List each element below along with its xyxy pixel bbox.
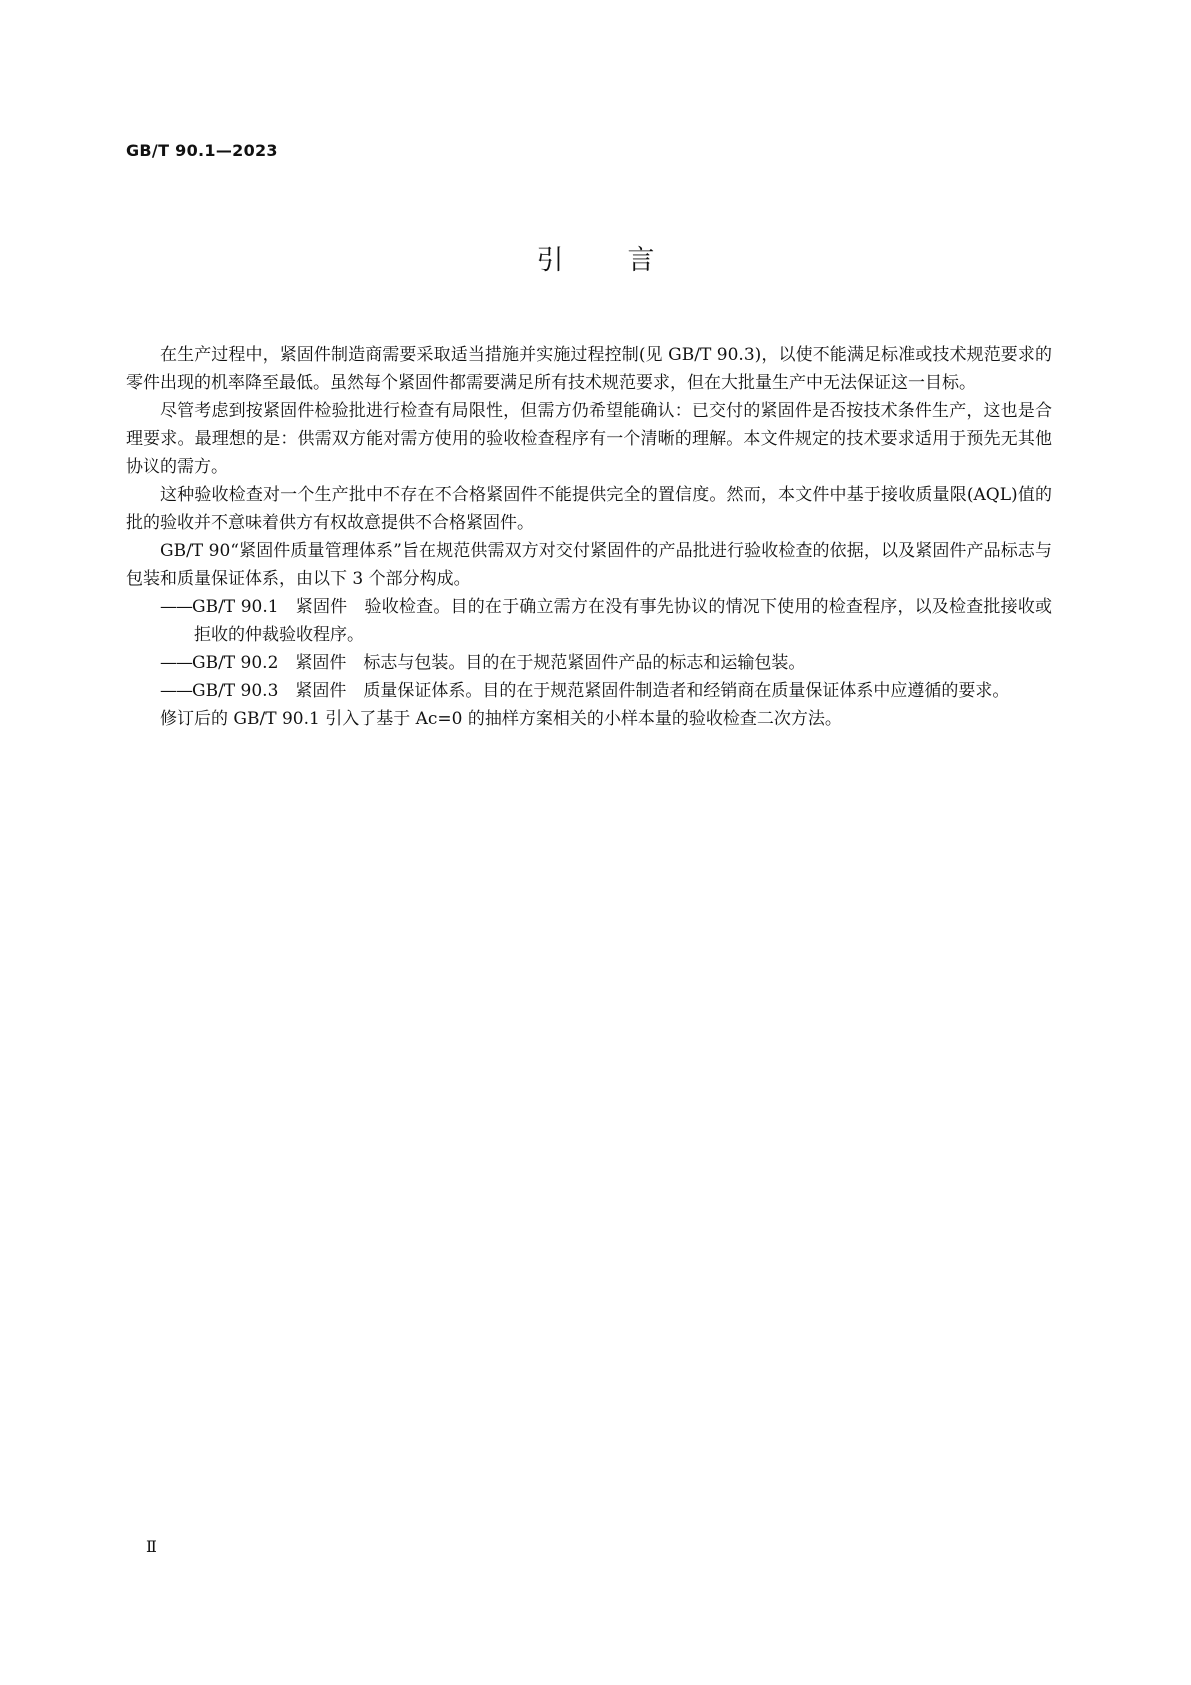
standard-name: 紧固件 xyxy=(295,653,347,673)
paragraph: 在生产过程中，紧固件制造商需要采取适当措施并实施过程控制(见 GB/T 90.3)，以使不能满足标准或技术规范要求的零件出现的机率降至最低。虽然每个紧固件都需要满足所有技术规范要求，但在大批量生产中无法保证这一目标。 xyxy=(126,345,1052,393)
page-number: Ⅱ xyxy=(146,1537,157,1556)
closing-paragraph: 修订后的 GB/T 90.1 引入了基于 Ac=0 的抽样方案相关的小样本量的验收检查二次方法。 xyxy=(160,709,842,729)
list-item xyxy=(126,677,1052,705)
dash-marker: —— xyxy=(160,653,192,673)
dash-marker: —— xyxy=(160,681,192,701)
body-content xyxy=(126,341,1052,733)
standard-subject: 标志与包装。 xyxy=(363,653,466,673)
document-id: GB/T 90.1—2023 xyxy=(126,141,278,160)
standard-code: GB/T 90.3 xyxy=(192,681,279,701)
standard-subject: 质量保证体系。 xyxy=(363,681,483,701)
standard-code: GB/T 90.2 xyxy=(192,653,279,673)
standard-description: 目的在于确立需方在没有事先协议的情况下使用的检查程序，以及检查批接收或拒收的仲裁验收程序。 xyxy=(194,597,1053,645)
standard-name: 紧固件 xyxy=(295,681,347,701)
dash-marker: —— xyxy=(160,597,192,617)
paragraph: GB/T 90“紧固件质量管理体系”旨在规范供需双方对交付紧固件的产品批进行验收检查的依据，以及紧固件产品标志与包装和质量保证体系，由以下 3 个部分构成。 xyxy=(126,541,1052,589)
standard-subject: 验收检查。 xyxy=(364,597,451,617)
page-title: 引言 xyxy=(536,245,719,276)
standard-code: GB/T 90.1 xyxy=(192,597,279,617)
standard-description: 目的在于规范紧固件产品的标志和运输包装。 xyxy=(465,653,806,673)
list-item xyxy=(126,649,1052,677)
standard-name: 紧固件 xyxy=(295,597,348,617)
paragraph: 这种验收检查对一个生产批中不存在不合格紧固件不能提供完全的置信度。然而，本文件中基于接收质量限(AQL)值的批的验收并不意味着供方有权故意提供不合格紧固件。 xyxy=(126,485,1052,533)
standard-description: 目的在于规范紧固件制造者和经销商在质量保证体系中应遵循的要求。 xyxy=(482,681,1010,701)
paragraph: 尽管考虑到按紧固件检验批进行检查有局限性，但需方仍希望能确认：已交付的紧固件是否按技术条件生产，这也是合理要求。最理想的是：供需双方能对需方使用的验收检查程序有一个清晰的理解。本文件规定的技术要求适用于预先无其他协议的需方。 xyxy=(126,401,1052,477)
list-item xyxy=(126,593,1052,649)
